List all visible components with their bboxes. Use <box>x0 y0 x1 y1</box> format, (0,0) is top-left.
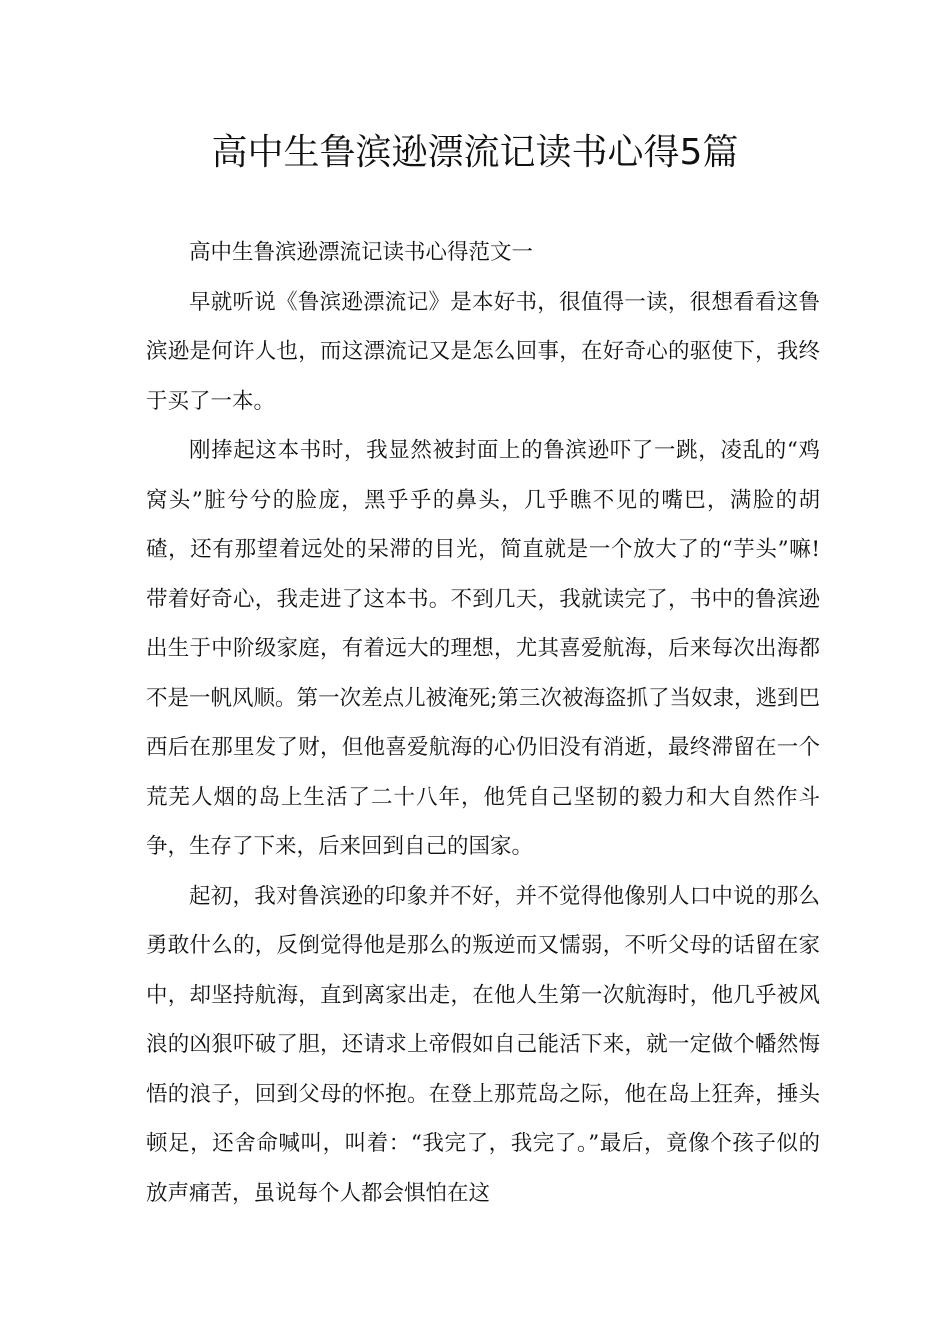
paragraph: 刚捧起这本书时，我显然被封面上的鲁滨逊吓了一跳，凌乱的“鸡窝头”脏兮兮的脸庞，黑乎乎的鼻头，几乎瞧不见的嘴巴，满脸的胡碴，还有那望着远处的呆滞的目光，简直就是一个放大了的“芋头”嘛!带着好奇心，我走进了这本书。不到几天，我就读完了，书中的鲁滨逊出生于中阶级家庭，有着远大的理想，尤其喜爱航海，后来每次出海都不是一帆风顺。第一次差点儿被淹死;第三次被海盗抓了当奴隶，逃到巴西后在那里发了财，但他喜爱航海的心仍旧没有消逝，最终滞留在一个荒芜人烟的岛上生活了二十八年，他凭自己坚韧的毅力和大自然作斗争，生存了下来，后来回到自己的国家。 <box>146 438 820 859</box>
document-title: 高中生鲁滨逊漂流记读书心得5篇 <box>211 132 739 173</box>
paragraph: 早就听说《鲁滨逊漂流记》是本好书，很值得一读，很想看看这鲁滨逊是何许人也，而这漂流记又是怎么回事，在好奇心的驱使下，我终于买了一本。 <box>146 289 820 414</box>
section-heading: 高中生鲁滨逊漂流记读书心得范文一 <box>189 240 534 265</box>
document-body <box>146 228 820 1218</box>
paragraph: 起初，我对鲁滨逊的印象并不好，并不觉得他像别人口中说的那么勇敢什么的，反倒觉得他是那么的叛逆而又懦弱，不听父母的话留在家中，却坚持航海，直到离家出走，在他人生第一次航海时，他几乎被风浪的凶狠吓破了胆，还请求上帝假如自己能活下来，就一定做个幡然悔悟的浪子，回到父母的怀抱。在登上那荒岛之际，他在岛上狂奔，捶头顿足，还舍命喊叫，叫着：“我完了，我完了。”最后，竟像个孩子似的放声痛苦，虽说每个人都会惧怕在这 <box>146 883 820 1206</box>
